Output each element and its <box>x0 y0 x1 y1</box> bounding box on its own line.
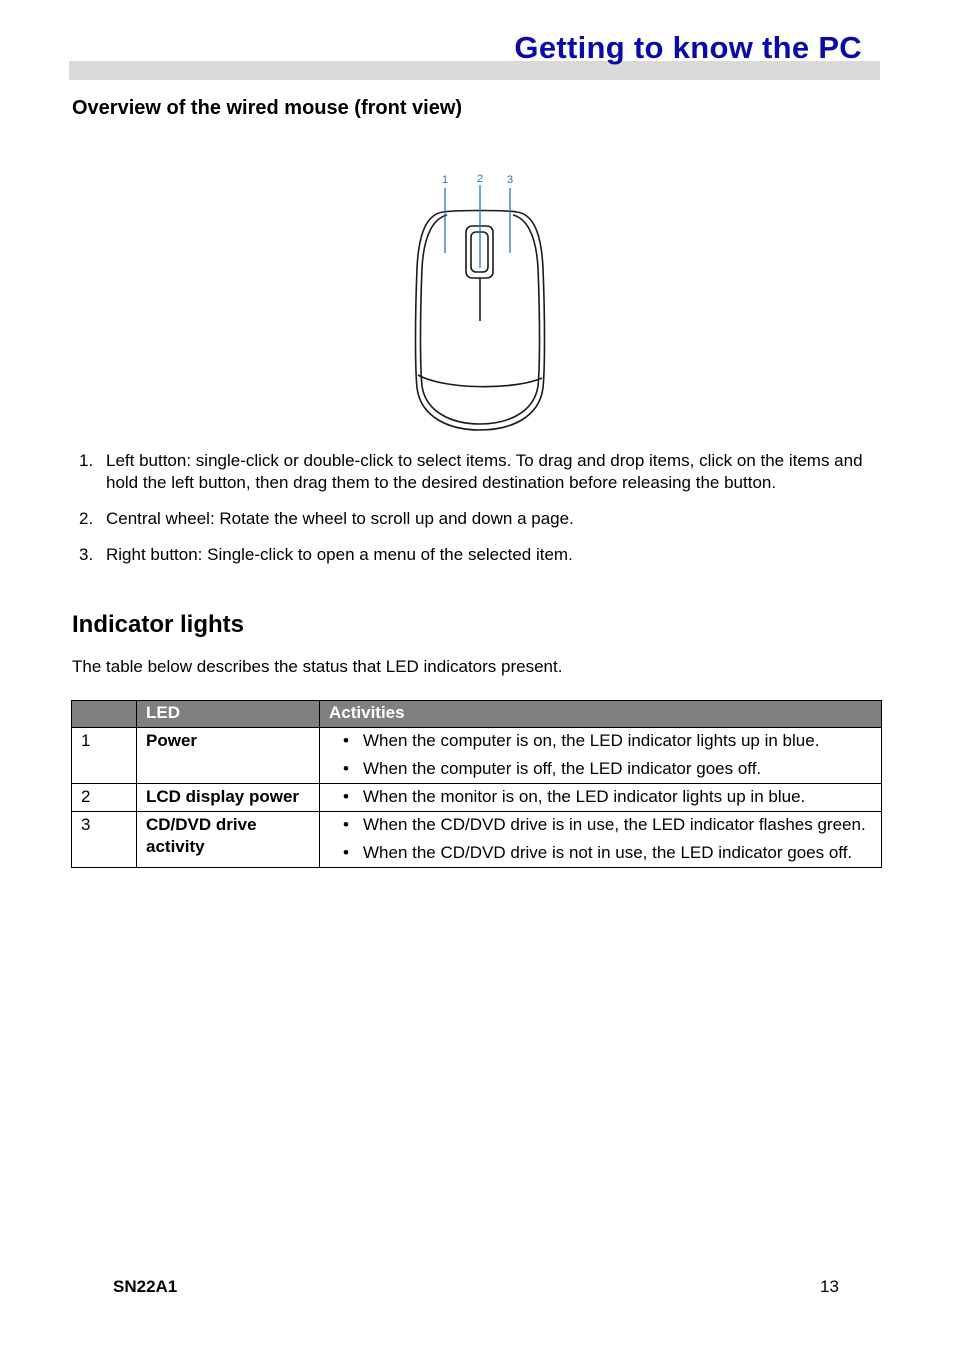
led-table <box>71 700 882 868</box>
column-header-number <box>72 701 137 728</box>
callout-1: 1 <box>441 174 449 186</box>
bullet-icon: • <box>343 731 349 750</box>
table-row <box>72 784 882 812</box>
column-header-activities: Activities <box>320 701 882 728</box>
callout-2: 2 <box>476 173 484 185</box>
activity-item <box>329 842 872 864</box>
section-heading: Overview of the wired mouse (front view) <box>72 97 463 119</box>
activity-item <box>329 758 872 780</box>
list-item-text: Left button: single-click or double-click to select items. To drag and drop items, click on the items and hold the left button, then drag them to the desired destination before releasing the button. <box>106 451 863 492</box>
activity-item <box>329 730 872 752</box>
row-number: 1 <box>72 728 137 784</box>
led-name: CD/DVD drive activity <box>137 812 320 868</box>
list-item <box>72 450 880 494</box>
callout-3: 3 <box>506 174 514 186</box>
activity-text: When the CD/DVD drive is not in use, the LED indicator goes off. <box>363 843 853 862</box>
activities-cell <box>320 812 882 868</box>
row-number: 2 <box>72 784 137 812</box>
mouse-illustration <box>405 168 555 436</box>
list-item <box>72 508 880 530</box>
activity-item <box>329 814 872 836</box>
mouse-palm-line <box>418 375 542 387</box>
list-item-text: Central wheel: Rotate the wheel to scroll up and down a page. <box>106 509 574 528</box>
table-header-row <box>72 701 882 728</box>
list-item-number: 1. <box>79 451 94 470</box>
indicator-intro: The table below describes the status that LED indicators present. <box>72 657 563 676</box>
page-title: Getting to know the PC <box>514 30 862 65</box>
led-name: Power <box>137 728 320 784</box>
indicator-heading: Indicator lights <box>72 611 245 638</box>
list-item-number: 3. <box>79 545 94 564</box>
activity-text: When the monitor is on, the LED indicator lights up in blue. <box>363 787 806 806</box>
column-header-led: LED <box>137 701 320 728</box>
list-item-number: 2. <box>79 509 94 528</box>
list-item <box>72 544 880 566</box>
bullet-icon: • <box>343 759 349 778</box>
row-number: 3 <box>72 812 137 868</box>
activities-cell <box>320 784 882 812</box>
activities-cell <box>320 728 882 784</box>
mouse-button-list <box>72 450 880 580</box>
activity-text: When the computer is off, the LED indicator goes off. <box>363 759 762 778</box>
table-row <box>72 812 882 868</box>
bullet-icon: • <box>343 843 349 862</box>
footer-model: SN22A1 <box>113 1277 178 1296</box>
bullet-icon: • <box>343 815 349 834</box>
page-number: 13 <box>820 1277 839 1296</box>
bullet-icon: • <box>343 787 349 806</box>
led-name: LCD display power <box>137 784 320 812</box>
table-row <box>72 728 882 784</box>
list-item-text: Right button: Single-click to open a menu of the selected item. <box>106 545 573 564</box>
activity-text: When the CD/DVD drive is in use, the LED indicator flashes green. <box>363 815 866 834</box>
activity-text: When the computer is on, the LED indicator lights up in blue. <box>363 731 820 750</box>
activity-item <box>329 786 872 808</box>
